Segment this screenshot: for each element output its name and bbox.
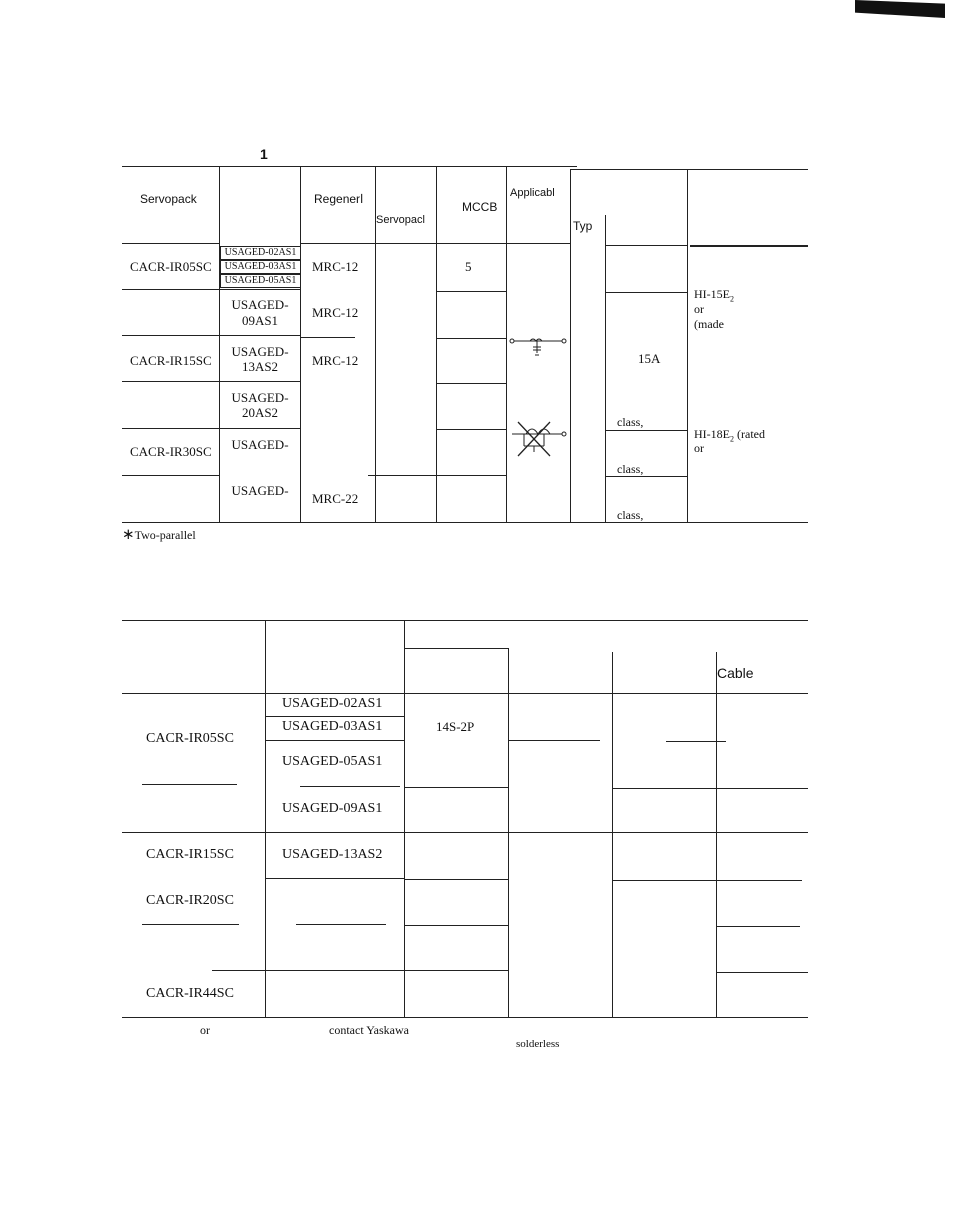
t1-row5-model: CACR-IR30SC bbox=[130, 444, 212, 459]
t1-row4-class: class, bbox=[617, 415, 644, 429]
t1-row3-servo-a: USAGED- bbox=[231, 344, 289, 359]
t1-row2-servo-b: 09AS1 bbox=[241, 313, 279, 328]
t2-plug: 14S-2P bbox=[436, 719, 475, 734]
t1-row3-regen: MRC-12 bbox=[312, 353, 359, 368]
t2-model-3: CACR-IR20SC bbox=[146, 893, 234, 908]
t1-row5-servo: USAGED- bbox=[231, 437, 289, 452]
t1-note-4: $HI-18E_2$ (rated bbox=[694, 427, 765, 444]
t1-note-3: (made bbox=[694, 317, 724, 331]
header-applicable: Applicabl bbox=[510, 187, 555, 199]
t1-note-2: or bbox=[694, 302, 704, 316]
t1-row3-model: CACR-IR15SC bbox=[130, 353, 212, 368]
header-regen: Regenerا bbox=[314, 192, 364, 206]
t2-model-2: CACR-IR15SC bbox=[146, 847, 234, 862]
t1-note-5: or bbox=[694, 441, 704, 455]
t1-footnote: ∗Two-parallel bbox=[122, 527, 196, 543]
t1-row2-servo-a: USAGED- bbox=[231, 297, 289, 312]
t2-servo-1: USAGED-02AS1 bbox=[282, 696, 383, 711]
t2-servo-5: USAGED-13AS2 bbox=[282, 847, 383, 862]
t1-row6-regen: MRC-22 bbox=[312, 491, 359, 506]
header-type: Typ bbox=[573, 219, 593, 233]
t1-note-1: $HI-15E_2$ bbox=[694, 287, 734, 304]
t1-row1-regen: MRC-12 bbox=[312, 259, 359, 274]
t2-servo-4: USAGED-09AS1 bbox=[282, 801, 383, 816]
t1-row1-sub2: USAGED-03AS1 bbox=[220, 260, 301, 274]
t2-servo-3: USAGED-05AS1 bbox=[282, 754, 383, 769]
t1-row5-class: class, bbox=[617, 462, 644, 476]
corner-mark bbox=[855, 0, 945, 18]
t1-row6-servo: USAGED- bbox=[231, 483, 289, 498]
t2-header-cable: Cable bbox=[717, 665, 754, 681]
header-servopack: Servopack bbox=[140, 192, 197, 206]
t1-row3-servo-b: 13AS2 bbox=[241, 359, 279, 374]
t2-foot-contact: contact Yaskawa bbox=[329, 1023, 409, 1037]
t1-row1-mccb: 5 bbox=[465, 259, 472, 274]
t2-servo-2: USAGED-03AS1 bbox=[282, 719, 383, 734]
t2-model-1: CACR-IR05SC bbox=[146, 731, 234, 746]
noise-filter-symbol-icon bbox=[508, 333, 568, 363]
t1-row1-model: CACR-IR05SC bbox=[130, 259, 212, 274]
t1-row1-sub1: USAGED-02AS1 bbox=[220, 246, 301, 260]
t1-row1-sub3: USAGED-05AS1 bbox=[220, 274, 301, 288]
t2-foot-solderless: solderless bbox=[516, 1038, 560, 1050]
t2-model-4: CACR-IR44SC bbox=[146, 986, 234, 1001]
t2-foot-or: or bbox=[200, 1023, 210, 1037]
t1-row4-servo-b: 20AS2 bbox=[241, 405, 279, 420]
t1-row6-class: class, bbox=[617, 508, 644, 522]
noise-filter-crossed-icon bbox=[508, 420, 568, 460]
t1-row2-regen: MRC-12 bbox=[312, 305, 359, 320]
t1-row3-current: 15A bbox=[638, 351, 661, 366]
table-1-title-fragment: 1 bbox=[260, 146, 268, 162]
t1-row4-servo-a: USAGED- bbox=[231, 390, 289, 405]
header-servopack-2: Servopacl bbox=[376, 214, 425, 226]
header-mccb: MCCB bbox=[462, 200, 498, 214]
